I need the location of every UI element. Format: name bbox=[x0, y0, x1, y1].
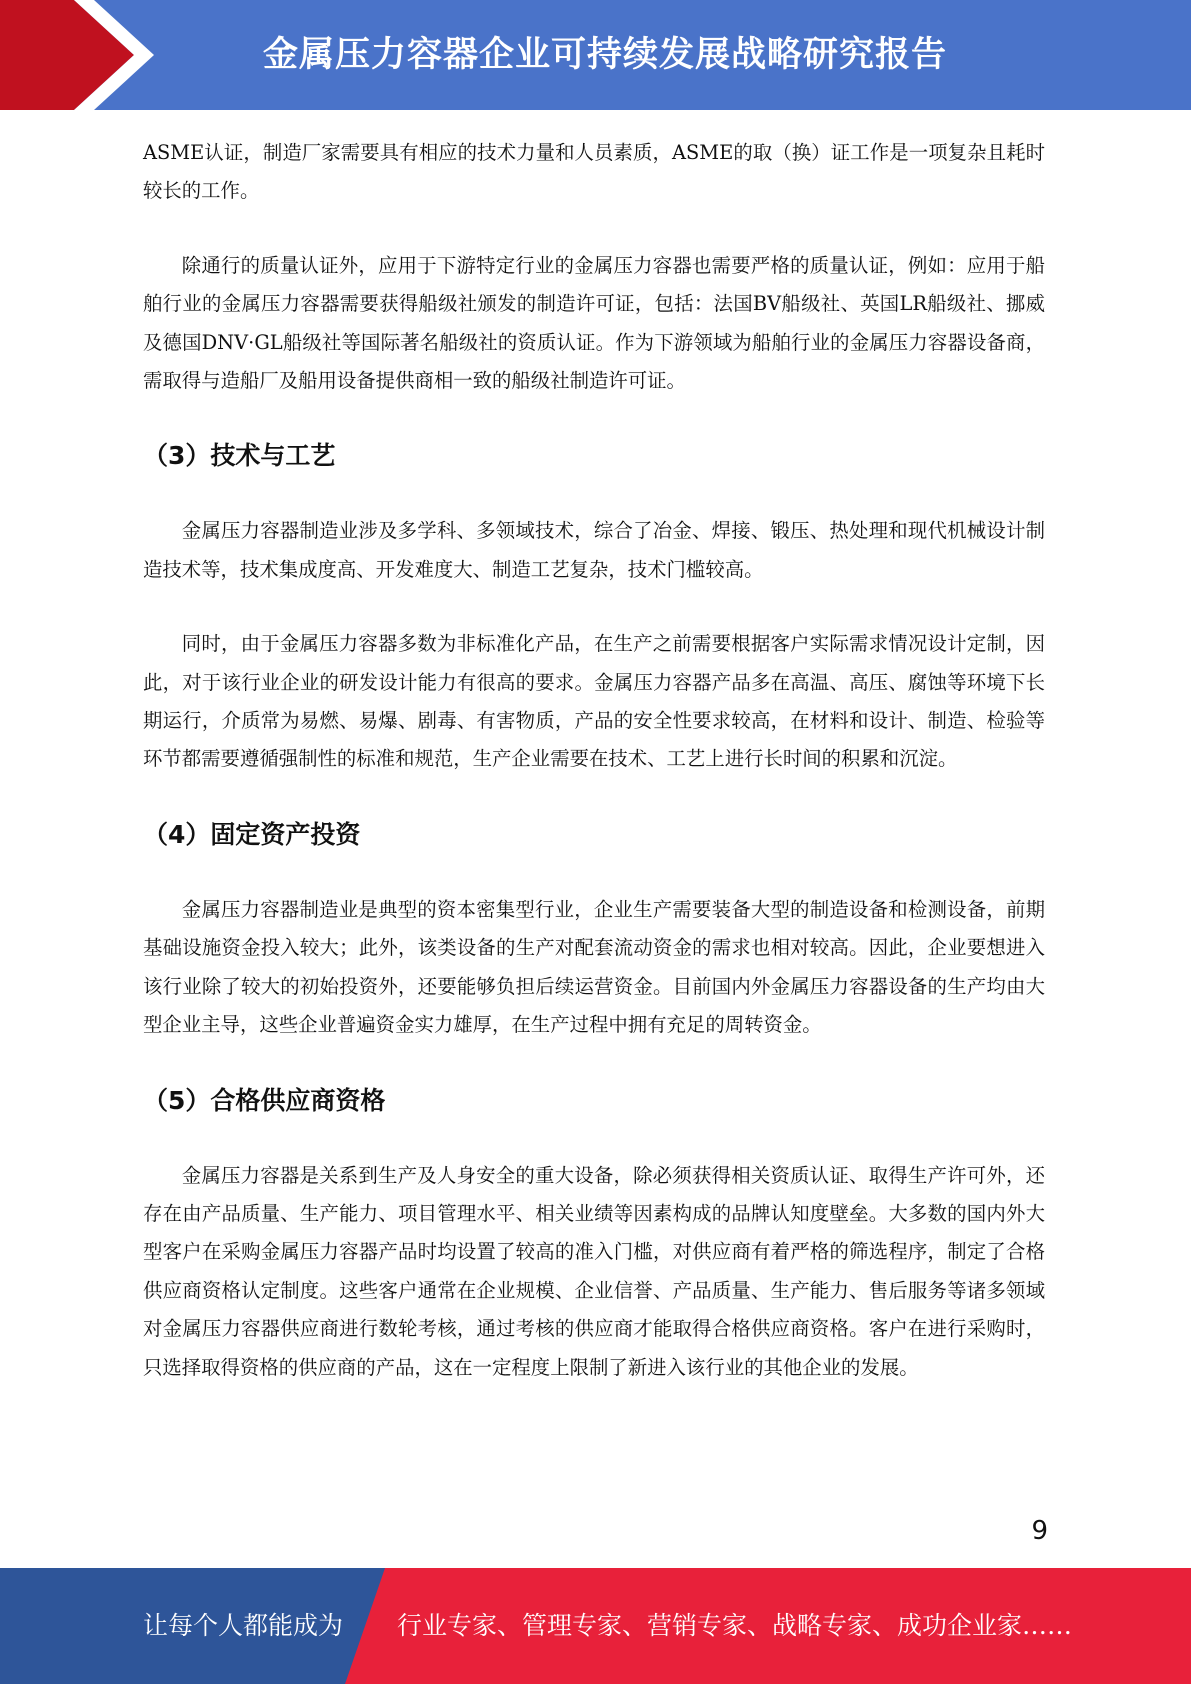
paragraph-asme: ASME认证，制造厂家需要具有相应的技术力量和人员素质，ASME的取（换）证工作是一项复杂且耗时较长的工作。 bbox=[143, 141, 1045, 203]
page-number: 9 bbox=[1031, 1516, 1048, 1546]
header-banner bbox=[0, 0, 1191, 110]
section-heading-technology: （3）技术与工艺 bbox=[143, 441, 336, 471]
footer-slogan-right: 行业专家、管理专家、营销专家、战略专家、成功企业家…… bbox=[397, 1611, 1073, 1640]
section-heading-fixed-assets: （4）固定资产投资 bbox=[143, 819, 361, 849]
paragraph-technology-1: 金属压力容器制造业涉及多学科、多领域技术，综合了冶金、焊接、锻压、热处理和现代机械设计制造技术等，技术集成度高、开发难度大、制造工艺复杂，技术门槛较高。 bbox=[143, 519, 1045, 581]
footer-slogan-left: 让每个人都能成为 bbox=[143, 1611, 344, 1640]
section-heading-qualified-supplier: （5）合格供应商资格 bbox=[143, 1085, 386, 1115]
document-title: 金属压力容器企业可持续发展战略研究报告 bbox=[262, 35, 947, 75]
document-body bbox=[143, 134, 1045, 1387]
paragraph-fixed-assets: 金属压力容器制造业是典型的资本密集型行业，企业生产需要装备大型的制造设备和检测设备，前期基础设施资金投入较大；此外，该类设备的生产对配套流动资金的需求也相对较高。因此，企业要想进入该行业除了较大的初始投资外，还要能够负担后续运营资金。目前国内外金属压力容器设备的生产均由大型企业主导，这些企业普遍资金实力雄厚，在生产过程中拥有充足的周转资金。 bbox=[143, 897, 1045, 1037]
paragraph-technology-2: 同时，由于金属压力容器多数为非标准化产品，在生产之前需要根据客户实际需求情况设计定制，因此，对于该行业企业的研发设计能力有很高的要求。金属压力容器产品多在高温、高压、腐蚀等环境下长期运行，介质常为易燃、易爆、剧毒、有害物质，产品的安全性要求较高，在材料和设计、制造、检验等环节都需要遵循强制性的标准和规范，生产企业需要在技术、工艺上进行长时间的积累和沉淀。 bbox=[143, 632, 1045, 771]
paragraph-qualified-supplier: 金属压力容器是关系到生产及人身安全的重大设备，除必须获得相关资质认证、取得生产许可外，还存在由产品质量、生产能力、项目管理水平、相关业绩等因素构成的品牌认知度壁垒。大多数的国内外大型客户在采购金属压力容器产品时均设置了较高的准入门槛，对供应商有着严格的筛选程序，制定了合格供应商资格认定制度。这些客户通常在企业规模、企业信誉、产品质量、生产能力、售后服务等诸多领域对金属压力容器供应商进行数轮考核，通过考核的供应商才能取得合格供应商资格。客户在进行采购时，只选择取得资格的供应商的产品，这在一定程度上限制了新进入该行业的其他企业的发展。 bbox=[143, 1163, 1045, 1379]
footer-banner bbox=[0, 1568, 1191, 1684]
paragraph-quality-certification: 除通行的质量认证外，应用于下游特定行业的金属压力容器也需要严格的质量认证，例如：应用于船舶行业的金属压力容器需要获得船级社颁发的制造许可证，包括：法国BV船级社、英国LR船级社、挪威及德国DNV·GL船级社等国际著名船级社的资质认证。作为下游领域为船舶行业的金属压力容器设备商，需取得与造船厂及船用设备提供商相一致的船级社制造许可证。 bbox=[143, 253, 1045, 393]
